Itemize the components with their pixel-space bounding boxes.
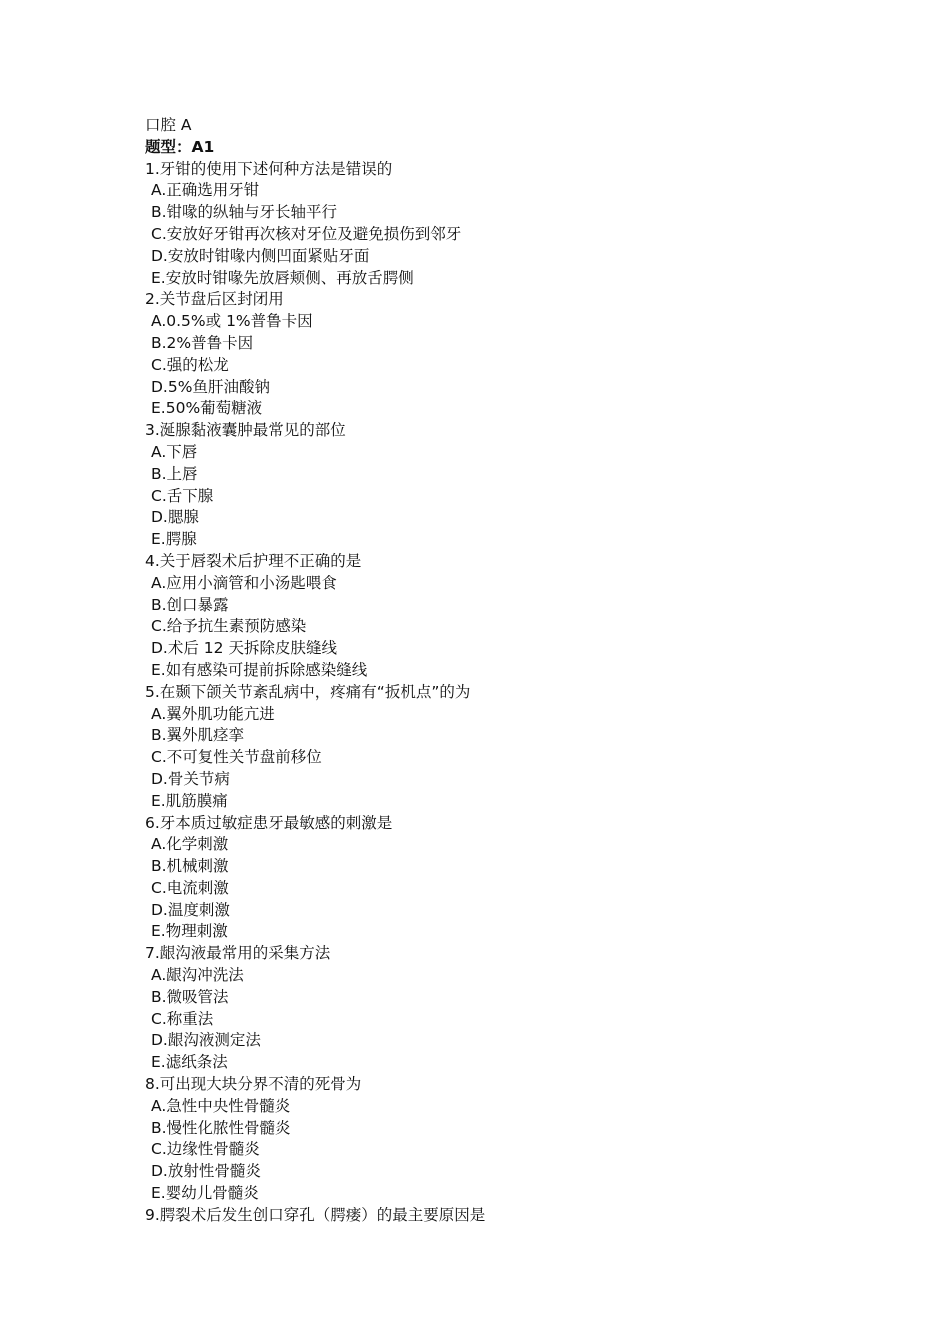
option-c: C.电流刺激 <box>151 878 229 897</box>
question-1 <box>145 159 905 290</box>
option-d: D.术后 12 天拆除皮肤缝线 <box>151 639 337 658</box>
question-stem: 1.牙钳的使用下述何种方法是错误的 <box>145 159 393 178</box>
option-a: A.正确选用牙钳 <box>151 181 260 200</box>
option-b: B.翼外肌痉挛 <box>151 726 245 745</box>
option-e: E.50%葡萄糖液 <box>151 399 263 418</box>
option-b: B.上唇 <box>151 464 198 483</box>
option-e: E.安放时钳喙先放唇颊侧、再放舌腭侧 <box>151 268 414 287</box>
question-3 <box>145 420 905 551</box>
document-page <box>145 115 905 1227</box>
option-d: D.放射性骨髓炎 <box>151 1162 261 1181</box>
option-b: B.机械刺激 <box>151 857 229 876</box>
option-a: A.翼外肌功能亢进 <box>151 704 275 723</box>
option-a: A.龈沟冲洗法 <box>151 966 244 985</box>
option-c: C.给予抗生素预防感染 <box>151 617 307 636</box>
option-c: C.边缘性骨髓炎 <box>151 1140 260 1159</box>
option-a: A.0.5%或 1%普鲁卡因 <box>151 312 313 331</box>
option-e: E.如有感染可提前拆除感染缝线 <box>151 660 368 679</box>
question-stem: 6.牙本质过敏症患牙最敏感的刺激是 <box>145 813 393 832</box>
option-a: A.应用小滴管和小汤匙喂食 <box>151 573 337 592</box>
option-e: E.滤纸条法 <box>151 1053 228 1072</box>
question-stem: 9.腭裂术后发生创口穿孔（腭瘘）的最主要原因是 <box>145 1205 486 1224</box>
option-b: B.创口暴露 <box>151 595 229 614</box>
document-title: 口腔 A <box>145 116 192 134</box>
option-e: E.肌筋膜痛 <box>151 791 228 810</box>
option-b: B.慢性化脓性骨髓炎 <box>151 1118 291 1137</box>
option-c: C.舌下腺 <box>151 486 214 505</box>
option-d: D.骨关节病 <box>151 769 230 788</box>
question-stem: 8.可出现大块分界不清的死骨为 <box>145 1075 362 1094</box>
option-e: E.腭腺 <box>151 530 197 549</box>
option-b: B.微吸管法 <box>151 987 229 1006</box>
question-stem: 2.关节盘后区封闭用 <box>145 290 284 309</box>
option-d: D.温度刺激 <box>151 900 230 919</box>
option-b: B.2%普鲁卡因 <box>151 333 254 352</box>
option-d: D.龈沟液测定法 <box>151 1031 261 1050</box>
question-5 <box>145 682 905 813</box>
option-c: C.强的松龙 <box>151 355 229 374</box>
option-c: C.不可复性关节盘前移位 <box>151 748 322 767</box>
option-e: E.物理刺激 <box>151 922 228 941</box>
question-4 <box>145 551 905 682</box>
question-7 <box>145 943 905 1074</box>
question-stem: 7.龈沟液最常用的采集方法 <box>145 944 331 963</box>
question-stem: 3.涎腺黏液囊肿最常见的部位 <box>145 421 346 440</box>
option-d: D.安放时钳喙内侧凹面紧贴牙面 <box>151 246 370 265</box>
question-stem: 4.关于唇裂术后护理不正确的是 <box>145 551 362 570</box>
question-2 <box>145 289 905 420</box>
question-type-label: 题型：A1 <box>145 137 215 156</box>
question-9 <box>145 1205 905 1227</box>
question-8 <box>145 1074 905 1205</box>
option-a: A.下唇 <box>151 442 198 461</box>
option-e: E.婴幼儿骨髓炎 <box>151 1184 259 1203</box>
option-b: B.钳喙的纵轴与牙长轴平行 <box>151 203 338 222</box>
option-d: D.腮腺 <box>151 508 199 527</box>
question-6 <box>145 813 905 944</box>
option-c: C.称重法 <box>151 1009 214 1028</box>
option-a: A.化学刺激 <box>151 835 229 854</box>
option-c: C.安放好牙钳再次核对牙位及避免损伤到邻牙 <box>151 224 462 243</box>
option-a: A.急性中央性骨髓炎 <box>151 1096 291 1115</box>
question-stem: 5.在颞下颌关节紊乱病中，疼痛有“扳机点”的为 <box>145 682 471 701</box>
option-d: D.5%鱼肝油酸钠 <box>151 377 270 396</box>
